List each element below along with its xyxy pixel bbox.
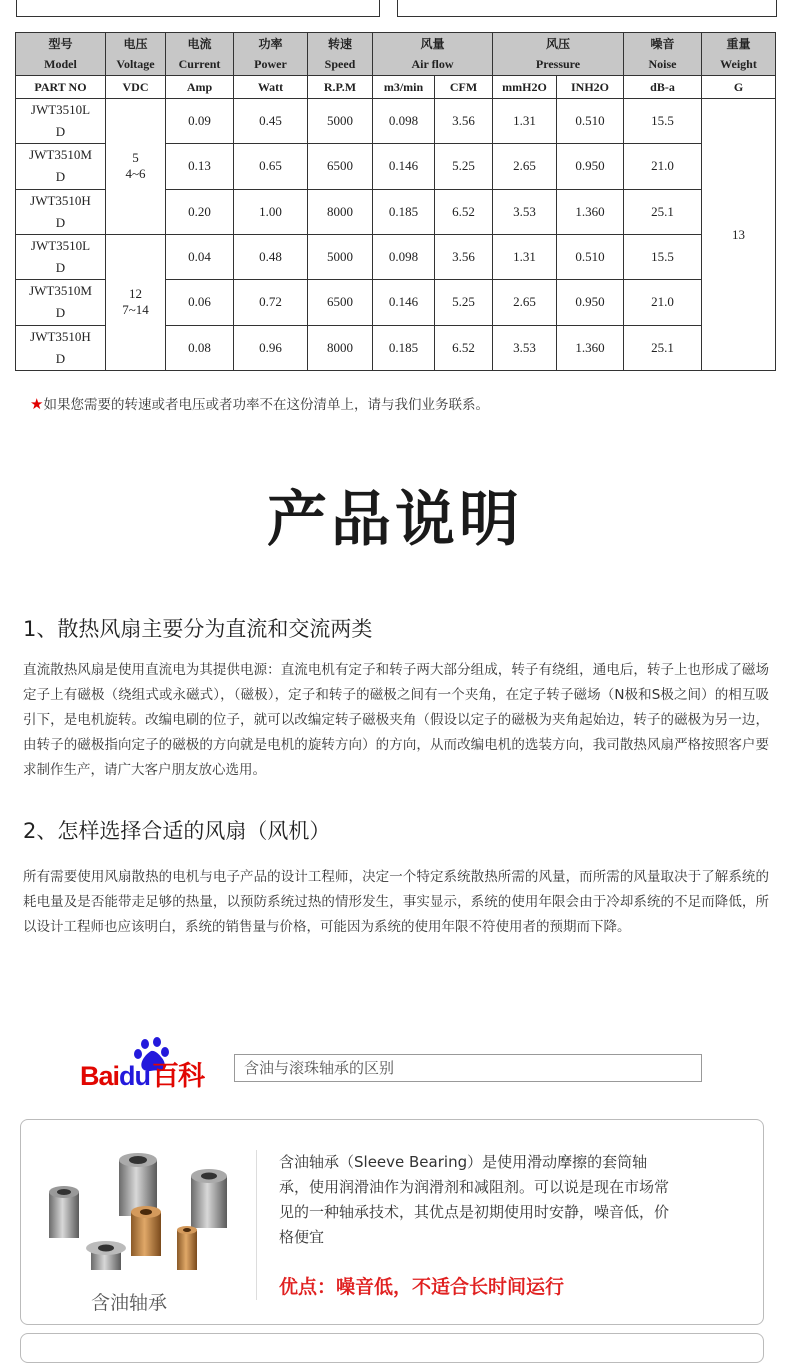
header-model: 型号 Model	[16, 33, 106, 76]
rpm-cell: 6500	[308, 280, 373, 325]
unit-cell: PART NO	[16, 76, 106, 99]
inh2o-cell: 1.360	[557, 189, 624, 234]
mmh2o-cell: 1.31	[493, 99, 557, 144]
custom-request-note	[30, 393, 489, 413]
sleeve-bearing-advantage: 优点：噪音低，不适合长时间运行	[279, 1276, 565, 1298]
m3-cell: 0.185	[373, 325, 435, 370]
unit-cell: INH2O	[557, 76, 624, 99]
section-body-fan-selection: 所有需要使用风扇散热的电机与电子产品的设计工程师，决定一个特定系统散热所需的风量，而所需的风量取决于了解系统的耗电量及是否能带走足够的热量，以预防系统过热的情形发生，事实显示，系统的使用年限会由于冷却系统的不足而降低，所以设计工程师也应该明白，系统的销售量与价格，可能因为系统的使用年限不符使用者的预期而下降。	[23, 869, 769, 935]
cfm-cell: 6.52	[435, 189, 493, 234]
section-body-fan-types: 直流散热风扇是使用直流电为其提供电源：直流电机有定子和转子两大部分组成，转子有绕组，通电后，转子上也形成了磁场定子上有磁极（绕组式或永磁式），（磁极），定子和转子的磁极之间有一个夹角，在定子转子磁场（N极和S极之间）的相互吸引下，是电机旋转。改编电刷的位子，就可以改编定转子磁极夹角（假设以定子的磁极为夹角起始边，转子的磁极为另一边，由转子的磁极指向定子的磁极的方向就是电机的旋转方向）的方向，从而改编电机的选装方向，我司散热风扇严格按照客户要求制作生产，请广大客户朋友放心选用。	[23, 662, 769, 778]
header-noise: 噪音 Noise	[624, 33, 702, 76]
watt-cell: 1.00	[234, 189, 308, 234]
m3-cell: 0.146	[373, 280, 435, 325]
watt-cell: 0.45	[234, 99, 308, 144]
next-bearing-card	[20, 1333, 764, 1363]
header-pressure: 风压 Pressure	[493, 33, 624, 76]
m3-cell: 0.098	[373, 99, 435, 144]
part-number-cell: JWT3510M D	[16, 280, 106, 325]
noise-cell: 25.1	[624, 189, 702, 234]
unit-cell: Amp	[166, 76, 234, 99]
top-left-box	[16, 0, 380, 17]
baidu-baike-logo[interactable]: Baidu百科	[80, 1036, 230, 1086]
unit-cell: G	[702, 76, 776, 99]
amp-cell: 0.04	[166, 234, 234, 279]
noise-cell: 21.0	[624, 144, 702, 189]
m3-cell: 0.098	[373, 234, 435, 279]
mmh2o-cell: 2.65	[493, 280, 557, 325]
header-airflow: 风量 Air flow	[373, 33, 493, 76]
voltage-cell: 12 7~14	[106, 234, 166, 370]
part-number-cell: JWT3510H D	[16, 325, 106, 370]
table-header-row	[16, 33, 776, 76]
part-number-cell: JWT3510H D	[16, 189, 106, 234]
part-number-cell: JWT3510L D	[16, 99, 106, 144]
noise-cell: 15.5	[624, 234, 702, 279]
sleeve-bearing-card	[20, 1119, 764, 1325]
watt-cell: 0.65	[234, 144, 308, 189]
section-heading-fan-selection: 2、怎样选择合适的风扇（风机）	[23, 819, 331, 843]
mmh2o-cell: 3.53	[493, 189, 557, 234]
inh2o-cell: 0.950	[557, 280, 624, 325]
m3-cell: 0.146	[373, 144, 435, 189]
table-row	[16, 234, 776, 279]
cfm-cell: 6.52	[435, 325, 493, 370]
rpm-cell: 5000	[308, 99, 373, 144]
star-icon: ★	[30, 395, 44, 413]
unit-cell: dB-a	[624, 76, 702, 99]
header-current: 电流 Current	[166, 33, 234, 76]
noise-cell: 25.1	[624, 325, 702, 370]
unit-cell: VDC	[106, 76, 166, 99]
spec-table	[15, 32, 776, 371]
section-heading-fan-types: 1、散热风扇主要分为直流和交流两类	[23, 617, 373, 641]
top-right-box	[397, 0, 777, 17]
cfm-cell: 5.25	[435, 144, 493, 189]
amp-cell: 0.08	[166, 325, 234, 370]
watt-cell: 0.48	[234, 234, 308, 279]
inh2o-cell: 1.360	[557, 325, 624, 370]
mmh2o-cell: 2.65	[493, 144, 557, 189]
unit-cell: Watt	[234, 76, 308, 99]
inh2o-cell: 0.510	[557, 99, 624, 144]
unit-cell: m3/min	[373, 76, 435, 99]
cfm-cell: 3.56	[435, 99, 493, 144]
sleeve-bearing-image	[31, 1140, 261, 1290]
header-speed: 转速 Speed	[308, 33, 373, 76]
rpm-cell: 6500	[308, 144, 373, 189]
amp-cell: 0.09	[166, 99, 234, 144]
baike-search-input[interactable]: 含油与滚珠轴承的区别	[234, 1054, 702, 1082]
voltage-cell: 5 4~6	[106, 99, 166, 235]
rpm-cell: 8000	[308, 189, 373, 234]
unit-cell: mmH2O	[493, 76, 557, 99]
sleeve-bearing-description: 含油轴承（Sleeve Bearing）是使用滑动摩擦的套筒轴承，使用润滑油作为润滑剂和减阻剂。可以说是现在市场常见的一种轴承技术，其优点是初期使用时安静，噪音低，价格便宜	[279, 1153, 670, 1246]
table-units-row	[16, 76, 776, 99]
header-voltage: 电压 Voltage	[106, 33, 166, 76]
noise-cell: 21.0	[624, 280, 702, 325]
header-weight: 重量 Weight	[702, 33, 776, 76]
bearing-image-caption: 含油轴承	[91, 1292, 168, 1314]
part-number-cell: JWT3510L D	[16, 234, 106, 279]
rpm-cell: 8000	[308, 325, 373, 370]
mmh2o-cell: 1.31	[493, 234, 557, 279]
watt-cell: 0.96	[234, 325, 308, 370]
amp-cell: 0.13	[166, 144, 234, 189]
unit-cell: CFM	[435, 76, 493, 99]
weight-cell: 13	[702, 99, 776, 371]
table-row	[16, 99, 776, 144]
amp-cell: 0.06	[166, 280, 234, 325]
unit-cell: R.P.M	[308, 76, 373, 99]
cfm-cell: 5.25	[435, 280, 493, 325]
rpm-cell: 5000	[308, 234, 373, 279]
part-number-cell: JWT3510M D	[16, 144, 106, 189]
inh2o-cell: 0.510	[557, 234, 624, 279]
cfm-cell: 3.56	[435, 234, 493, 279]
noise-cell: 15.5	[624, 99, 702, 144]
card-divider	[256, 1150, 257, 1300]
amp-cell: 0.20	[166, 189, 234, 234]
mmh2o-cell: 3.53	[493, 325, 557, 370]
note-text: 如果您需要的转速或者电压或者功率不在这份清单上，请与我们业务联系。	[43, 397, 489, 413]
page-title: 产品说明	[267, 485, 523, 555]
header-power: 功率 Power	[234, 33, 308, 76]
inh2o-cell: 0.950	[557, 144, 624, 189]
m3-cell: 0.185	[373, 189, 435, 234]
watt-cell: 0.72	[234, 280, 308, 325]
